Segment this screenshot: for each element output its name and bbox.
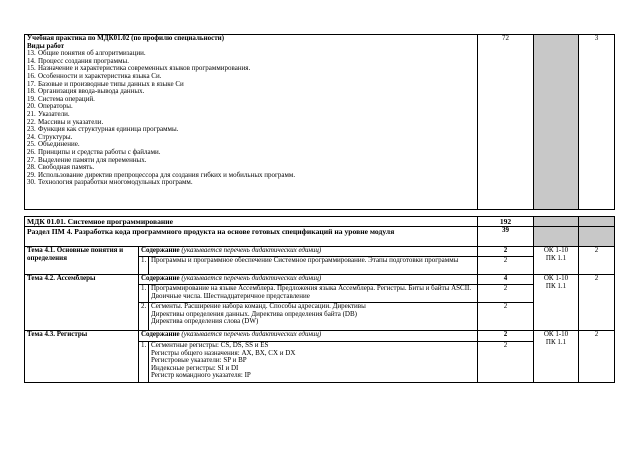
mdk-title: МДК 01.01. Системное программирование [25,217,478,227]
content-label: Содержание [141,246,182,254]
content-row-hours: 2 [478,342,534,383]
topic-row [25,247,615,257]
practice-item-text: Объединение. [38,140,80,149]
practice-item-text: Процесс создания программы. [38,56,129,65]
mdk-table [24,216,615,383]
practice-item-number: 26. [27,147,36,156]
content-note: (указывается перечень дидактических единиц) [181,330,322,338]
practice-item-number: 27. [27,155,36,164]
content-row-number: 2. [139,303,149,331]
section-title: Раздел ПМ 4. Разработка кода программного продукта на основе готовых спецификаций на уровне модуля [25,227,478,247]
content-row-text: Программы и программное обеспечение Системное программирование. Этапы подготовки программы [149,257,478,275]
practice-item [27,157,475,165]
practice-item-number: 18. [27,87,36,96]
topic-title: Тема 4.3. Регистры [25,331,139,383]
section-hours: 39 [478,227,534,247]
topic-hours: 2 [478,331,534,342]
topic-competence: ОК 1-10 ПК 1.1 [534,247,579,275]
section-gray-cell [534,227,579,247]
practice-item-text: Общие понятия об алгоритмизации. [38,49,146,58]
mdk-gray-cell-2 [579,217,615,227]
content-row-text: Программирование на языке Ассемблера. Предложения языка Ассемблера. Регистры. Биты и байты ASCII. Двоичные числа. Шестнадцатеричное представление [149,285,478,303]
content-note: (указывается перечень дидактических единиц) [181,246,322,254]
content-row-text: Сегменты. Расширение набора команд. Способы адресации. Директивы Директивы определения данных. Директива определения байта (DB) Директива определения слова (DW) [149,303,478,331]
practice-level: 3 [579,35,615,210]
practice-hours: 72 [478,35,534,210]
practice-item-text: Принципы и средства работы с файлами. [38,147,161,156]
content-label: Содержание [141,274,182,282]
practice-item-text: Базовые и производные типы данных в языке Си [38,79,184,88]
topic-hours: 2 [478,247,534,257]
content-note: (указывается перечень дидактических единиц) [181,274,322,282]
practice-item [27,126,475,134]
practice-item-text: Назначение и характеристика современных языков программирования. [38,64,251,73]
practice-item [27,103,475,111]
practice-item-text: Организация ввода-вывода данных. [38,87,145,96]
practice-row [25,35,615,210]
practice-item-number: 24. [27,132,36,141]
topics-body [25,247,615,383]
topic-row [25,331,615,342]
practice-item-number: 17. [27,79,36,88]
practice-table [24,34,615,210]
practice-item-number: 21. [27,109,36,118]
content-row-number: 1. [139,257,149,275]
topic-level: 2 [579,275,615,331]
practice-item-number: 16. [27,71,36,80]
topic-level: 2 [579,247,615,275]
topic-content-header [139,331,478,342]
content-row-number: 1. [139,285,149,303]
mdk-hours: 192 [478,217,534,227]
topic-competence: ОК 1-10 ПК 1.1 [534,275,579,331]
content-row-text: Сегментные регистры: CS, DS, SS и ES Регистры общего назначения: AX, BX, CX и DX Регистровые указатели: SP и BP Индексные регистры: SI и DI Регистр командного указателя: IP [149,342,478,383]
practice-item-text: Технология разработки многомодульных программ. [38,178,193,187]
practice-item-text: Функция как структурная единица программы. [38,125,179,134]
practice-item-number: 25. [27,140,36,149]
topic-title: Тема 4.1. Основные понятия и определения [25,247,139,275]
practice-item-text: Использование директив препроцессора для создания гибких и мобильных программ. [38,170,296,179]
practice-item-number: 19. [27,94,36,103]
content-row-number: 1. [139,342,149,383]
section-row [25,227,615,247]
content-row-hours: 2 [478,257,534,275]
practice-gray-cell [534,35,579,210]
practice-content-cell [25,35,478,210]
practice-item-text: Операторы. [38,102,73,111]
topic-title: Тема 4.2. Ассемблеры [25,275,139,331]
topic-content-header [139,275,478,285]
topic-content-header [139,247,478,257]
practice-item-number: 20. [27,102,36,111]
topic-row [25,275,615,285]
topic-hours: 4 [478,275,534,285]
practice-item-number: 29. [27,170,36,179]
mdk-gray-cell [534,217,579,227]
topic-competence: ОК 1-10 ПК 1.1 [534,331,579,383]
practice-item [27,134,475,142]
practice-item-number: 22. [27,117,36,126]
practice-item-text: Выделение памяти для переменных. [38,155,147,164]
section-gray-cell-2 [579,227,615,247]
practice-title: Учебная практика по МДК01.02 (по профилю специальности) [27,34,225,42]
practice-work-list [27,50,475,187]
practice-item-text: Система операций. [38,94,95,103]
practice-subtitle: Виды работ [27,41,65,50]
practice-item-text: Структуры. [38,132,73,141]
practice-item-number: 28. [27,163,36,172]
mdk-row [25,217,615,227]
topic-level: 2 [579,331,615,383]
practice-item-number: 23. [27,125,36,134]
content-row-hours: 2 [478,303,534,331]
content-row-hours: 2 [478,285,534,303]
practice-item-text: Массивы и указатели. [38,117,104,126]
practice-item-text: Указатели. [38,109,70,118]
practice-item-text: Особенности и характеристика языка Си. [38,71,162,80]
practice-item-number: 14. [27,56,36,65]
content-label: Содержание [141,330,182,338]
practice-item-number: 15. [27,64,36,73]
practice-item-number: 30. [27,178,36,187]
practice-item-number: 13. [27,49,36,58]
practice-item [27,179,475,187]
practice-item [27,96,475,104]
practice-item-text: Свободная память. [38,163,95,172]
